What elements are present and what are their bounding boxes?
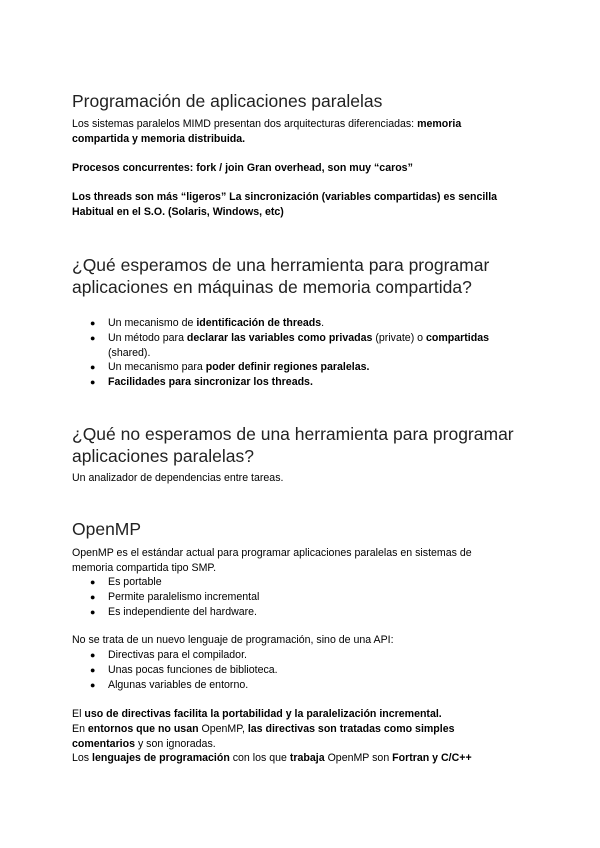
text: y son ignoradas. xyxy=(135,738,216,750)
openmp-features-list xyxy=(72,575,259,619)
bullet-icon: ● xyxy=(90,650,96,660)
bullet-icon: ● xyxy=(90,577,96,587)
bold-text: compartidas xyxy=(426,331,489,344)
bold-text: uso de directivas facilita la portabilidad y la paralelización incremental. xyxy=(84,708,442,720)
text: Permite paralelismo incremental xyxy=(108,590,260,603)
bullet-icon: ● xyxy=(90,332,96,343)
section-title-openmp: OpenMP xyxy=(72,519,142,539)
text: Es portable xyxy=(108,576,162,588)
list-item xyxy=(72,375,489,390)
paragraph-analizador: Un analizador de dependencias entre tareas. xyxy=(72,472,284,484)
section-title-no-esperamos-line1: ¿Qué no esperamos de una herramienta para programar xyxy=(72,424,514,444)
paragraph-directivas xyxy=(72,707,442,722)
bullet-icon: ● xyxy=(90,377,96,388)
bold-text: lenguajes de programación xyxy=(92,752,230,764)
paragraph-mimd-line1 xyxy=(72,117,461,132)
bullet-icon: ● xyxy=(90,679,96,690)
section-title-esperamos-line1: ¿Qué esperamos de una herramienta para programar xyxy=(72,255,490,275)
text: En xyxy=(72,723,88,735)
bullet-icon: ● xyxy=(90,591,96,602)
paragraph-openmp-line2: memoria compartida tipo SMP. xyxy=(72,562,217,574)
bold-text: Habitual en el S.O. (Solaris, Windows, etc) xyxy=(72,206,284,218)
text: El xyxy=(72,708,85,720)
list-item xyxy=(72,648,278,663)
esperamos-list xyxy=(72,316,489,390)
bold-text: compartida y memoria distribuida. xyxy=(72,133,246,145)
bold-text: memoria xyxy=(417,118,462,130)
bullet-icon: ● xyxy=(90,318,96,328)
section-title-no-esperamos-line2: aplicaciones paralelas? xyxy=(72,446,254,466)
list-item xyxy=(72,605,259,620)
text: Un mecanismo para xyxy=(108,361,206,374)
bold-text: las directivas son tratadas como simples xyxy=(247,723,455,735)
list-item xyxy=(72,663,278,678)
paragraph-entornos-line2 xyxy=(72,737,216,752)
text: OpenMP son xyxy=(324,752,393,764)
paragraph-entornos-line1 xyxy=(72,722,455,737)
paragraph-threads-line2 xyxy=(72,205,284,220)
text: Unas pocas funciones de biblioteca. xyxy=(108,663,278,676)
paragraph-api: No se trata de un nuevo lenguaje de programación, sino de una API: xyxy=(72,634,394,646)
text: Algunas variables de entorno. xyxy=(108,678,249,691)
text: Un método para xyxy=(108,331,187,344)
text: (private) o xyxy=(372,331,426,344)
bold-text: declarar las variables como privadas xyxy=(186,331,373,344)
list-item xyxy=(72,590,259,605)
bold-text: Procesos concurrentes: fork / join Gran overhead, son muy “caros” xyxy=(72,162,413,174)
list-item xyxy=(72,331,489,346)
text: Un mecanismo de xyxy=(108,317,197,329)
text: con los que xyxy=(229,752,290,764)
section-title-programacion: Programación de aplicaciones paralelas xyxy=(72,91,383,111)
list-item-continuation xyxy=(72,346,489,361)
bold-text: poder definir regiones paralelas. xyxy=(205,361,370,374)
text: Es independiente del hardware. xyxy=(108,605,258,618)
bold-text: trabaja xyxy=(289,752,325,764)
text: (shared). xyxy=(108,346,151,359)
bullet-icon: ● xyxy=(90,664,96,675)
paragraph-openmp-line1: OpenMP es el estándar actual para programar aplicaciones paralelas en sistemas de xyxy=(72,547,472,559)
bold-text: identificación de threads xyxy=(196,317,322,329)
list-item xyxy=(72,360,489,375)
paragraph-lenguajes xyxy=(72,751,472,766)
section-title-esperamos-line2: aplicaciones en máquinas de memoria compartida? xyxy=(72,277,472,297)
bold-text: comentarios xyxy=(72,738,135,750)
list-item xyxy=(72,575,259,590)
bold-text: entornos que no usan xyxy=(87,723,199,735)
text: . xyxy=(321,317,325,329)
text: Directivas para el compilador. xyxy=(108,649,247,661)
api-components-list xyxy=(72,648,278,692)
bold-text: Facilidades para sincronizar los threads. xyxy=(108,376,313,389)
list-item xyxy=(72,316,489,331)
paragraph-procesos xyxy=(72,161,413,176)
paragraph-threads-line1 xyxy=(72,190,497,205)
text: Los sistemas paralelos MIMD presentan dos arquitecturas diferenciadas: xyxy=(72,118,418,130)
bullet-icon: ● xyxy=(90,362,96,373)
paragraph-mimd-line2 xyxy=(72,132,245,147)
bold-text: Fortran y C/C++ xyxy=(392,752,472,764)
list-item xyxy=(72,678,278,693)
text: OpenMP, xyxy=(198,723,248,735)
bold-text: Los threads son más “ligeros” La sincronización (variables compartidas) es sencilla xyxy=(72,191,498,203)
text: Los xyxy=(72,752,93,764)
bullet-icon: ● xyxy=(90,606,96,617)
